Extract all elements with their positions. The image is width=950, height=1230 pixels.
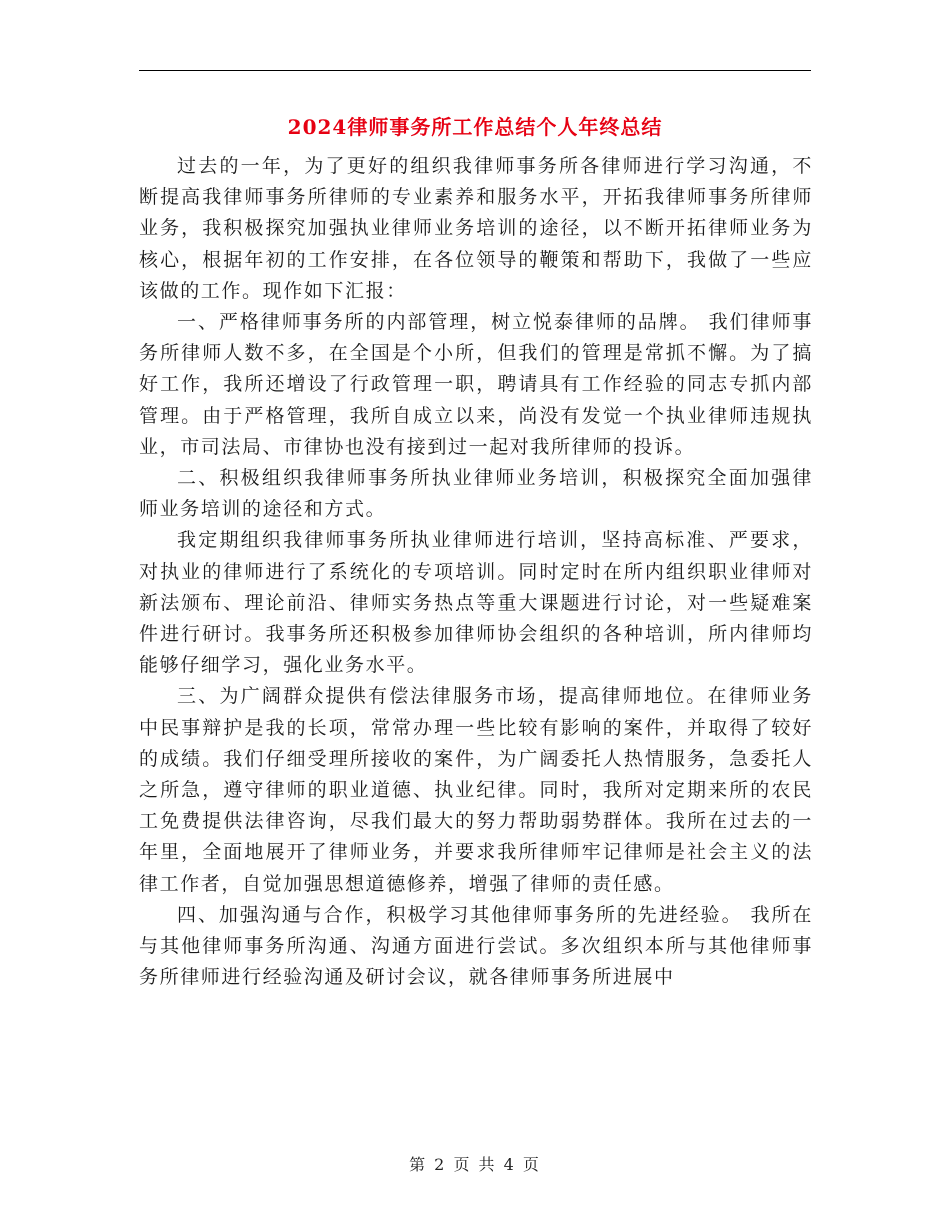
page-number-footer: 第 2 页 共 4 页 [409,1155,541,1174]
document-body [139,151,813,993]
header-rule [139,70,811,71]
document-title: 2024律师事务所工作总结个人年终总结 [287,115,663,139]
paragraph-section-4: 四、加强沟通与合作，积极学习其他律师事务所的先进经验。 我所在与其他律师事务所沟通、沟通方面进行尝试。多次组织本所与其他律师事务所律师进行经验沟通及研讨会议，就各律师事务所进展中 [139,903,813,989]
paragraph-section-2-heading: 二、积极组织我律师事务所执业律师业务培训，积极探究全面加强律师业务培训的途径和方式。 [139,467,813,521]
paragraph-section-3: 三、为广阔群众提供有偿法律服务市场，提高律师地位。在律师业务中民事辩护是我的长项，常常办理一些比较有影响的案件，并取得了较好的成绩。我们仔细受理所接收的案件，为广阔委托人热情服务，急委托人之所急，遵守律师的职业道德、执业纪律。同时，我所对定期来所的农民工免费提供法律咨询，尽我们最大的努力帮助弱势群体。我所在过去的一年里，全面地展开了律师业务，并要求我所律师牢记律师是社会主义的法律工作者，自觉加强思想道德修养，增强了律师的责任感。 [139,685,813,895]
paragraph-section-1: 一、严格律师事务所的内部管理，树立悦泰律师的品牌。 我们律师事务所律师人数不多，在全国是个小所，但我们的管理是常抓不懈。为了搞好工作，我所还增设了行政管理一职，聘请具有工作经验的同志专抓内部管理。由于严格管理，我所自成立以来，尚没有发觉一个执业律师违规执业，市司法局、市律协也没有接到过一起对我所律师的投诉。 [139,311,813,458]
paragraph-intro: 过去的一年，为了更好的组织我律师事务所各律师进行学习沟通，不断提高我律师事务所律师的专业素养和服务水平，开拓我律师事务所律师业务，我积极探究加强执业律师业务培训的途径，以不断开拓律师业务为核心，根据年初的工作安排，在各位领导的鞭策和帮助下，我做了一些应该做的工作。现作如下汇报： [139,155,813,302]
paragraph-section-2-body: 我定期组织我律师事务所执业律师进行培训，坚持高标准、严要求，对执业的律师进行了系统化的专项培训。同时定时在所内组织职业律师对新法颁布、理论前沿、律师实务热点等重大课题进行讨论，对一些疑难案件进行研讨。我事务所还积极参加律师协会组织的各种培训，所内律师均能够仔细学习，强化业务水平。 [139,529,813,677]
